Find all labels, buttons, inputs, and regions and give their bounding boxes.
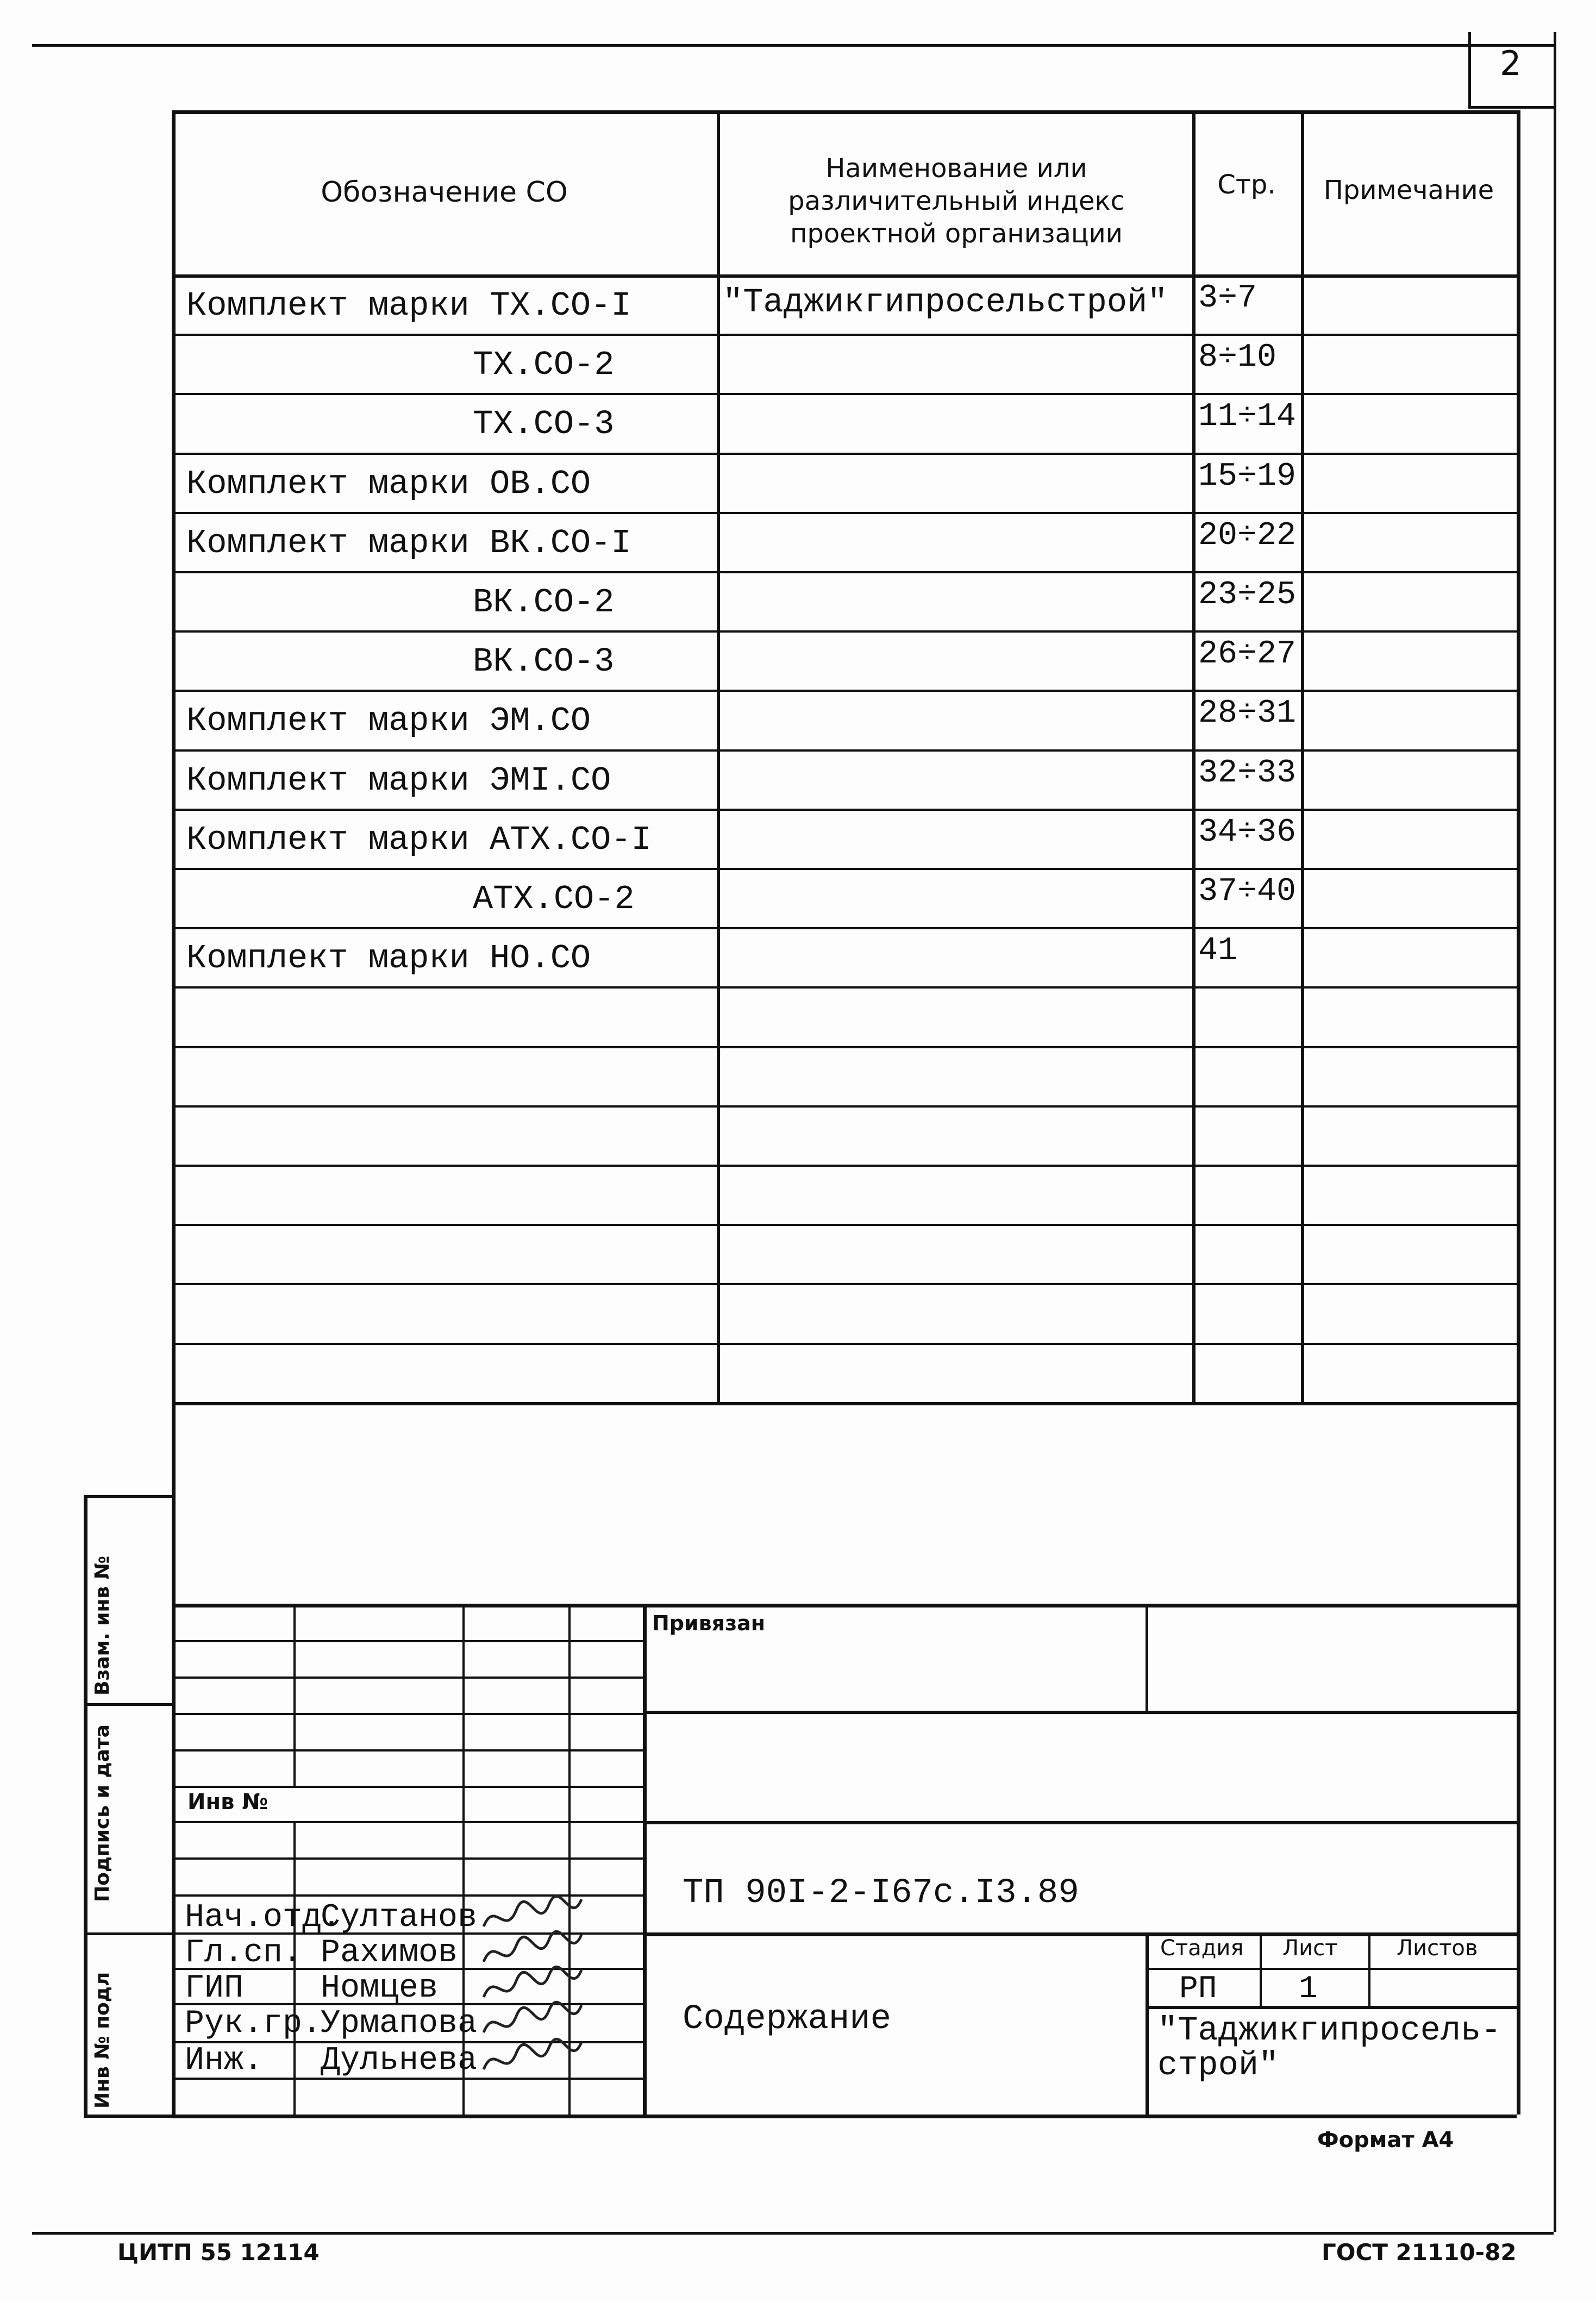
- row-page: 34÷36: [1198, 814, 1297, 851]
- row-designation: ВК.СО-3: [473, 642, 615, 681]
- rule-line: [172, 630, 1517, 633]
- rule-line: [32, 44, 1554, 47]
- row-page: 28÷31: [1198, 695, 1297, 732]
- row-page: 20÷22: [1198, 517, 1297, 554]
- rule-line: [32, 2232, 1554, 2235]
- rule-line: [172, 110, 176, 2115]
- rule-line: [172, 868, 1517, 870]
- rule-line: [172, 1224, 1517, 1226]
- rule-line: [717, 110, 720, 1402]
- rule-line: [172, 1165, 1517, 1167]
- row-page: 37÷40: [1198, 873, 1297, 910]
- rule-line: [84, 2115, 172, 2118]
- rule-line: [84, 1495, 87, 2115]
- rule-line: [293, 1604, 296, 1786]
- signatory-name: Номцев: [321, 1970, 439, 2007]
- rule-line: [172, 334, 1517, 336]
- rule-line: [172, 1677, 643, 1679]
- rule-line: [84, 1932, 172, 1935]
- rule-line: [172, 274, 1517, 278]
- row-page: 15÷19: [1198, 458, 1297, 495]
- side-label-podpis-data: Подпись и дата: [91, 1724, 114, 1902]
- rule-line: [643, 1711, 1517, 1714]
- rule-line: [1146, 1604, 1148, 1711]
- row-page: 3÷7: [1198, 280, 1257, 317]
- rule-line: [1301, 110, 1304, 1402]
- rule-line: [1146, 1968, 1517, 1970]
- rule-line: [172, 1857, 643, 1860]
- rule-line: [172, 809, 1517, 811]
- header-designation: Обозначение СО: [321, 176, 568, 209]
- rule-line: [172, 1786, 643, 1788]
- rule-line: [172, 1821, 643, 1823]
- rule-line: [172, 986, 1517, 989]
- document-code: ТП 90I-2-I67с.I3.89: [683, 1874, 1079, 1913]
- rule-line: [1517, 110, 1520, 2115]
- rule-line: [84, 1495, 172, 1498]
- row-page: 32÷33: [1198, 755, 1297, 792]
- signature-icon: [478, 2037, 587, 2086]
- rule-line: [172, 512, 1517, 514]
- sheet-label: Лист: [1282, 1936, 1338, 1961]
- signatory-name: Дульнева: [321, 2042, 478, 2079]
- rule-line: [172, 1402, 1517, 1405]
- footer-left: ЦИТП 55 12114: [117, 2239, 320, 2266]
- footer-right: ГОСТ 21110-82: [1322, 2239, 1517, 2266]
- organization-name: [1157, 2013, 1501, 2083]
- organization-line-2: строй": [1157, 2046, 1279, 2085]
- rule-line: [643, 1821, 1517, 1824]
- rule-line: [172, 1640, 643, 1642]
- stage-label: Стадия: [1160, 1936, 1244, 1961]
- row-page: 11÷14: [1198, 398, 1297, 435]
- rule-line: [172, 1046, 1517, 1048]
- rule-line: [172, 1713, 643, 1715]
- stage-value: РП: [1179, 1972, 1217, 2007]
- rule-line: [1146, 1932, 1149, 2115]
- rule-line: [643, 1932, 1517, 1936]
- signatory-role: Гл.сп.: [185, 1935, 303, 1972]
- signatory-role: ГИП: [185, 1970, 244, 2007]
- signatory-name: Урмапова: [321, 2005, 478, 2042]
- row-page: 8÷10: [1198, 339, 1277, 376]
- rule-line: [1192, 110, 1196, 1402]
- row-page: 26÷27: [1198, 636, 1297, 673]
- row-designation: ВК.СО-2: [473, 583, 615, 622]
- signatory-name: Рахимов: [321, 1935, 458, 1972]
- rule-line: [1468, 106, 1554, 109]
- row-page: 23÷25: [1198, 577, 1297, 614]
- row-designation: Комплект марки ЭМI.СО: [186, 761, 611, 800]
- rule-line: [172, 1105, 1517, 1108]
- rule-line: [643, 1604, 647, 2115]
- rule-line: [172, 1283, 1517, 1285]
- rule-line: [172, 1604, 1517, 1607]
- rule-line: [172, 1343, 1517, 1345]
- header-name: Наименование или различительный индекс проектной организации: [788, 153, 1125, 249]
- rule-line: [172, 571, 1517, 573]
- rule-line: [172, 1749, 643, 1751]
- rule-line: [172, 393, 1517, 395]
- rule-line: [172, 749, 1517, 752]
- signatory-role: Нач.отд.: [185, 1899, 342, 1936]
- row-organization: "Таджикгипросельстрой": [723, 283, 1168, 322]
- inv-no-label: Инв №: [187, 1790, 268, 1815]
- header-page: Стр.: [1217, 170, 1276, 200]
- signatory-role: Рук.гр.: [185, 2005, 322, 2042]
- side-label-vzam-inv: Взам. инв №: [91, 1555, 114, 1696]
- row-designation: ТХ.СО-2: [473, 346, 615, 384]
- header-note: Примечание: [1323, 175, 1494, 205]
- row-designation: Комплект марки АТХ.СО-I: [186, 821, 652, 859]
- sheet-value: 1: [1299, 1972, 1318, 2007]
- row-designation: Комплект марки ЭМ.СО: [186, 702, 591, 740]
- sheet-number: 2: [1500, 43, 1522, 83]
- sheets-label: Листов: [1397, 1936, 1478, 1961]
- privyazan-label: Привязан: [652, 1611, 766, 1635]
- row-page: 41: [1198, 933, 1238, 969]
- rule-line: [1554, 32, 1556, 2232]
- row-designation: Комплект марки ОВ.СО: [186, 465, 591, 503]
- row-designation: Комплект марки НО.СО: [186, 939, 591, 978]
- rule-line: [172, 2115, 1517, 2118]
- row-designation: Комплект марки ВК.СО-I: [186, 524, 631, 562]
- signatory-name: Султанов: [321, 1899, 478, 1936]
- signatory-role: Инж.: [185, 2042, 264, 2079]
- row-designation: АТХ.СО-2: [473, 880, 635, 918]
- row-designation: Комплект марки ТХ.СО-I: [186, 286, 631, 325]
- side-label-inv-podl: Инв № подл: [91, 1972, 114, 2109]
- rule-line: [1468, 32, 1471, 106]
- sheet-title: Содержание: [683, 2000, 892, 2039]
- organization-line-1: "Таджикгипросель-: [1157, 2011, 1501, 2050]
- rule-line: [172, 690, 1517, 692]
- rule-line: [172, 453, 1517, 455]
- row-designation: ТХ.СО-3: [473, 405, 615, 443]
- rule-line: [172, 927, 1517, 929]
- format-label: Формат А4: [1317, 2128, 1454, 2153]
- rule-line: [84, 1703, 172, 1706]
